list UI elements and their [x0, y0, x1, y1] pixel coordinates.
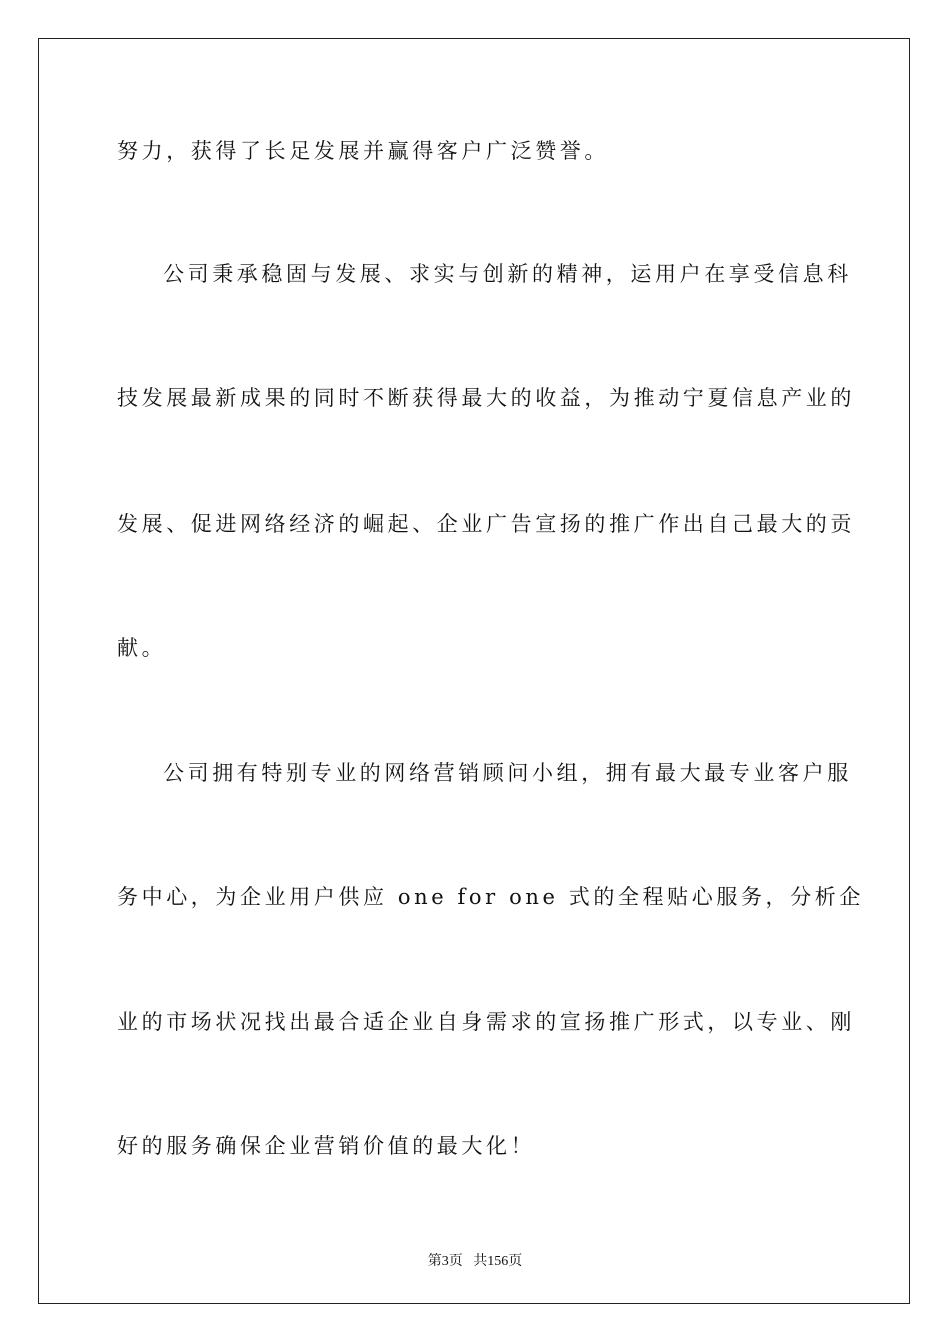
paragraph-line: 务中心，为企业用户供应 one for one 式的全程贴心服务，分析企: [117, 885, 864, 909]
paragraph-line: 公司秉承稳固与发展、求实与创新的精神，运用户在享受信息科: [163, 262, 852, 286]
paragraph-line: 献。: [117, 636, 167, 660]
page-border: [38, 38, 910, 1304]
page-number-footer: 第3页 共156页: [427, 1254, 523, 1269]
paragraph-line: 努力，获得了长足发展并赢得客户广泛赞誉。: [117, 139, 609, 163]
paragraph-line: 技发展最新成果的同时不断获得最大的收益，为推动宁夏信息产业的: [117, 386, 855, 410]
paragraph-line: 发展、促进网络经济的崛起、企业广告宣扬的推广作出自己最大的贡: [117, 512, 855, 536]
paragraph-line: 业的市场状况找出最合适企业自身需求的宣扬推广形式，以专业、刚: [117, 1010, 855, 1034]
paragraph-line: 好的服务确保企业营销价值的最大化！: [117, 1134, 536, 1158]
paragraph-line: 公司拥有特别专业的网络营销顾问小组，拥有最大最专业客户服: [163, 761, 852, 785]
